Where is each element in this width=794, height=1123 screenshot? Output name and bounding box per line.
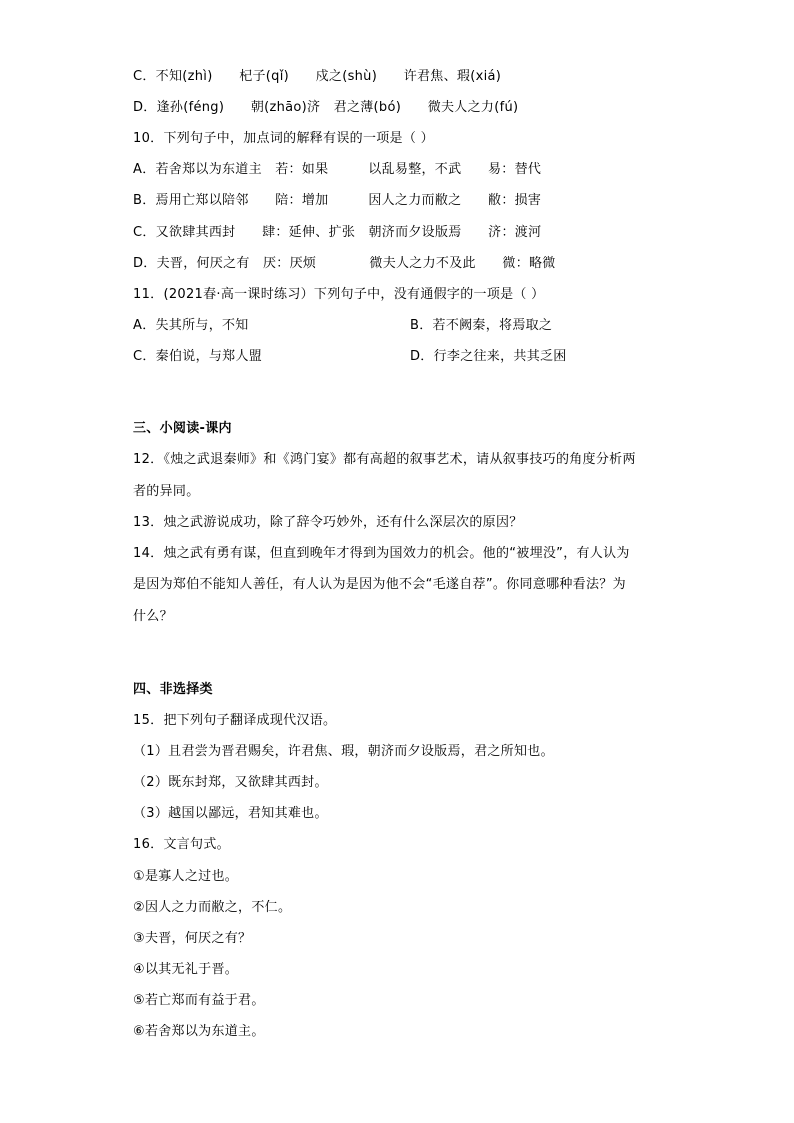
question-16-item-5: ⑤若亡郑而有益于君。 — [133, 993, 265, 1008]
question-11-option-a: A．失其所与，不知 — [133, 318, 249, 333]
question-13: 13．烛之武游说成功，除了辞令巧妙外，还有什么深层次的原因？ — [133, 515, 523, 530]
section-4-heading: 四、非选择类 — [133, 682, 213, 697]
question-10-option-b: B．焉用亡郑以陪邻 陪：增加 因人之力而敝之 敝：损害 — [133, 193, 542, 208]
question-10-option-a: A．若舍郑以为东道主 若：如果 以乱易整，不武 易：替代 — [133, 162, 542, 177]
question-15-stem: 15．把下列句子翻译成现代汉语。 — [133, 713, 337, 728]
question-14-line-1: 14．烛之武有勇有谋，但直到晚年才得到为国效力的机会。他的“被埋没”，有人认为 — [133, 546, 630, 561]
question-16-item-3: ③夫晋，何厌之有？ — [133, 931, 252, 946]
question-12-line-1: 12．《烛之武退秦师》和《鸿门宴》都有高超的叙事艺术，请从叙事技巧的角度分析两 — [133, 452, 636, 467]
option-c-pinyin: C．不知(zhì) 杞子(qǐ) 戍之(shù) 许君焦、瑕(xiá) — [133, 69, 502, 84]
question-15-item-1: （1）且君尝为晋君赐矣，许君焦、瑕，朝济而夕设版焉，君之所知也。 — [133, 744, 554, 759]
section-3-heading: 三、小阅读-课内 — [133, 421, 232, 436]
question-14-line-3: 什么？ — [133, 609, 173, 624]
question-16-item-4: ④以其无礼于晋。 — [133, 962, 239, 977]
question-10-stem: 10．下列句子中，加点词的解释有误的一项是（ ） — [133, 131, 434, 146]
question-16-stem: 16．文言句式。 — [133, 837, 230, 852]
option-d-pinyin: D．逢孙(féng) 朝(zhāo)济 君之薄(bó) 微夫人之力(fú) — [133, 100, 519, 115]
question-16-item-1: ①是寡人之过也。 — [133, 869, 239, 884]
question-12-line-2: 者的异同。 — [133, 484, 200, 499]
question-11-option-b: B．若不阙秦，将焉取之 — [410, 318, 553, 333]
question-14-line-2: 是因为郑伯不能知人善任，有人认为是因为他不会“毛遂自荐”。你同意哪种看法？为 — [133, 577, 626, 592]
question-10-option-c: C．又欲肆其西封 肆：延伸、扩张 朝济而夕设版焉 济：渡河 — [133, 225, 542, 240]
question-10-option-d: D．夫晋，何厌之有 厌：厌烦 微夫人之力不及此 微：略微 — [133, 256, 556, 271]
question-16-item-2: ②因人之力而敝之，不仁。 — [133, 900, 292, 915]
question-11-option-d: D．行李之往来，共其乏困 — [410, 349, 567, 364]
question-15-item-3: （3）越国以鄙远，君知其难也。 — [133, 806, 328, 821]
question-16-item-6: ⑥若舍郑以为东道主。 — [133, 1024, 265, 1039]
question-11-option-c: C．秦伯说，与郑人盟 — [133, 349, 263, 364]
question-15-item-2: （2）既东封郑，又欲肆其西封。 — [133, 775, 328, 790]
question-11-stem: 11．(2021春·高一课时练习）下列句子中，没有通假字的一项是（ ） — [133, 287, 545, 302]
